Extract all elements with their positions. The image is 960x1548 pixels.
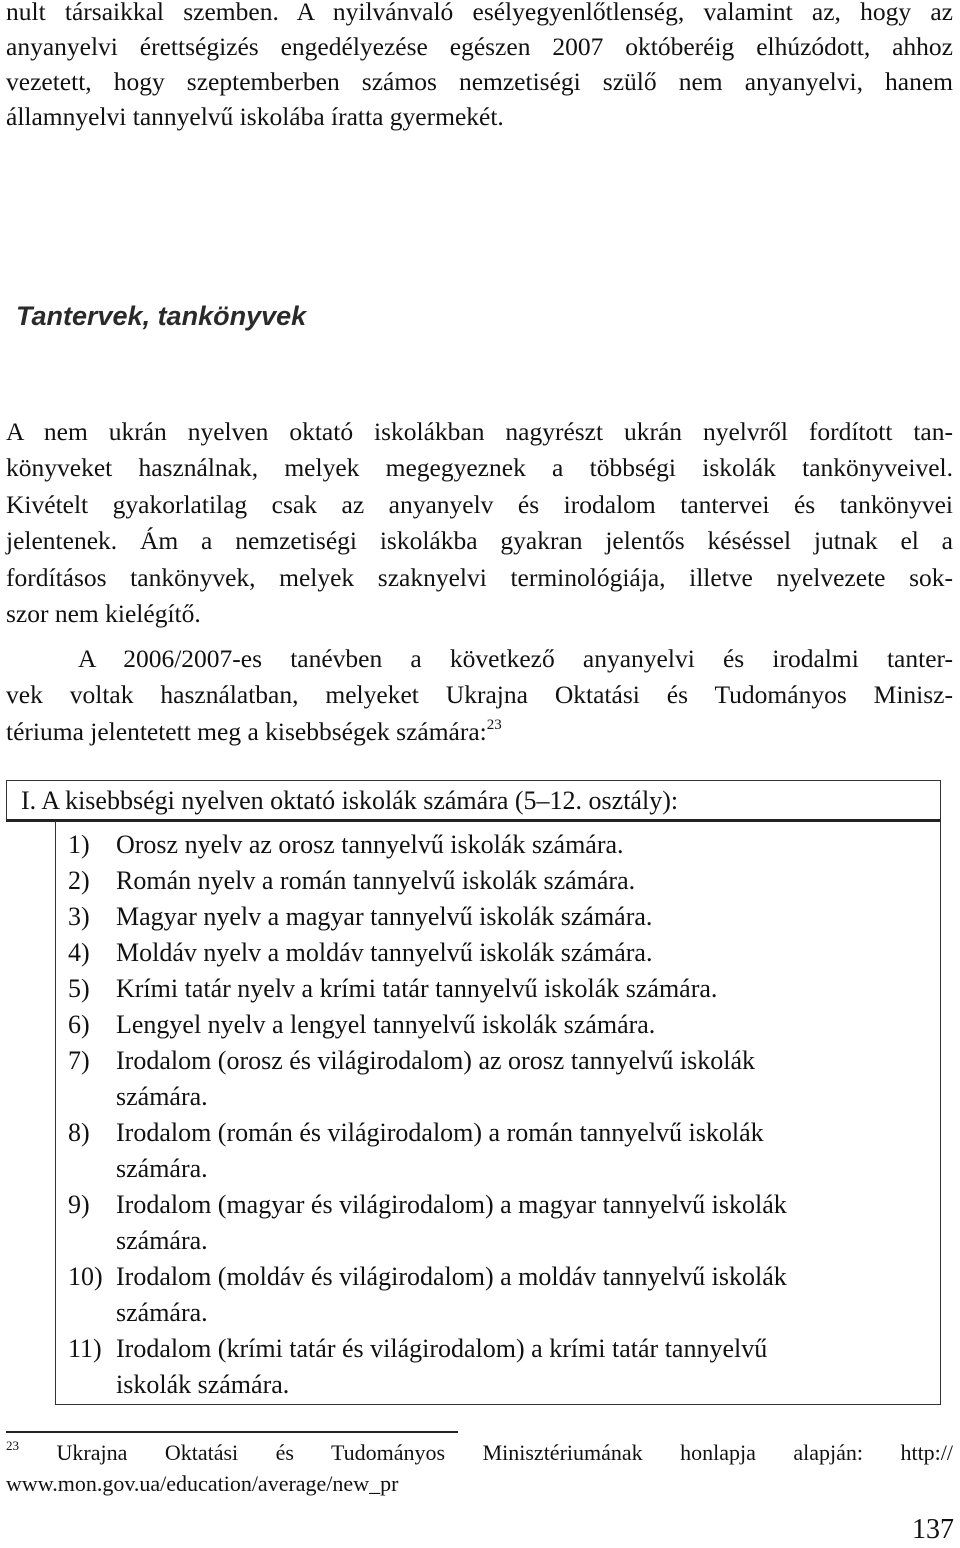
list-item-number: 1) xyxy=(68,830,90,859)
box-list xyxy=(55,821,941,1405)
list-item-number: 11) xyxy=(68,1334,102,1363)
footnote-number: 23 xyxy=(6,1438,19,1453)
footnote-line-2: www.mon.gov.ua/education/average/new_pr xyxy=(6,1471,399,1496)
list-item-number: 7) xyxy=(68,1046,90,1075)
footnote-ref: 23 xyxy=(486,717,502,733)
list-item-number: 6) xyxy=(68,1010,90,1039)
body-line-1: A nem ukrán nyelven oktató iskolákban nagyrészt ukrán nyelvről fordított tan- xyxy=(6,417,953,446)
list-item-number: 9) xyxy=(68,1190,90,1219)
footnote-text: Ukrajna Oktatási és Tudományos Minisztériumának honlapja alapján: http:// xyxy=(56,1440,954,1465)
body-line-9 xyxy=(6,714,953,750)
list-item-text: Irodalom (magyar és világirodalom) a magyar tannyelvű iskolák xyxy=(116,1190,787,1219)
body-line-7: A 2006/2007-es tanévben a következő anyanyelvi és irodalmi tanter- xyxy=(78,644,953,673)
list-item-text-cont: számára. xyxy=(116,1082,208,1111)
list-item-text: Moldáv nyelv a moldáv tannyelvű iskolák számára. xyxy=(116,938,653,967)
body-line-2: könyveket használnak, melyek megegyeznek a többségi iskolák tankönyveivel. xyxy=(6,453,953,482)
body-line-6: szor nem kielégítő. xyxy=(6,599,201,628)
body-line-5: fordításos tankönyvek, melyek szaknyelvi terminológiája, illetve nyelvezete sok- xyxy=(6,563,953,592)
body-line-3: Kivételt gyakorlatilag csak az anyanyelv és irodalom tantervei és tankönyvei xyxy=(6,490,953,519)
list-item-number: 5) xyxy=(68,974,90,1003)
list-item-text: Irodalom (román és világirodalom) a román tannyelvű iskolák xyxy=(116,1118,764,1147)
list-item-text-cont: számára. xyxy=(116,1154,208,1183)
list-item-text: Irodalom (orosz és világirodalom) az orosz tannyelvű iskolák xyxy=(116,1046,755,1075)
list-item-number: 10) xyxy=(68,1262,103,1291)
page-number: 137 xyxy=(912,1514,954,1545)
body-line-9-text: tériuma jelentetett meg a kisebbségek számára: xyxy=(6,717,487,746)
footnote-line-1 xyxy=(6,1438,953,1468)
list-item-text: Román nyelv a román tannyelvű iskolák számára. xyxy=(116,866,636,895)
list-item-text: Lengyel nyelv a lengyel tannyelvű iskolák számára. xyxy=(116,1010,656,1039)
list-item-text: Orosz nyelv az orosz tannyelvű iskolák számára. xyxy=(116,830,624,859)
footnote-rule xyxy=(6,1431,458,1433)
list-item-number: 2) xyxy=(68,866,90,895)
intro-line-3: vezetett, hogy szeptemberben számos nemzetiségi szülő nem anyanyelvi, hanem xyxy=(6,67,953,96)
list-item-text: Irodalom (moldáv és világirodalom) a moldáv tannyelvű iskolák xyxy=(116,1262,787,1291)
list-item-number: 8) xyxy=(68,1118,90,1147)
list-item-text-cont: számára. xyxy=(116,1226,208,1255)
body-line-4: jelentenek. Ám a nemzetiségi iskolákba gyakran jelentős késéssel jutnak el a xyxy=(6,526,953,555)
section-heading: Tantervek, tankönyvek xyxy=(16,301,307,331)
intro-line-1: nult társaikkal szemben. A nyilvánvaló esélyegyenlőtlenség, valamint az, hogy az xyxy=(6,0,953,26)
list-item-number: 3) xyxy=(68,902,90,931)
intro-line-4: államnyelvi tannyelvű iskolába íratta gyermekét. xyxy=(6,102,504,131)
list-item-text-cont: iskolák számára. xyxy=(116,1370,290,1399)
list-item-text: Irodalom (krími tatár és világirodalom) a krími tatár tannyelvű xyxy=(116,1334,768,1363)
box-header xyxy=(6,780,941,822)
box-header-text: I. A kisebbségi nyelven oktató iskolák számára (5–12. osztály): xyxy=(21,786,679,815)
list-item-text: Magyar nyelv a magyar tannyelvű iskolák számára. xyxy=(116,902,653,931)
list-item-text-cont: számára. xyxy=(116,1298,208,1327)
list-item-number: 4) xyxy=(68,938,90,967)
list-item-text: Krími tatár nyelv a krími tatár tannyelvű iskolák számára. xyxy=(116,974,718,1003)
body-line-8: vek voltak használatban, melyeket Ukrajna Oktatási és Tudományos Minisz- xyxy=(6,680,953,709)
intro-line-2: anyanyelvi érettségizés engedélyezése egészen 2007 októberéig elhúzódott, ahhoz xyxy=(6,32,953,61)
